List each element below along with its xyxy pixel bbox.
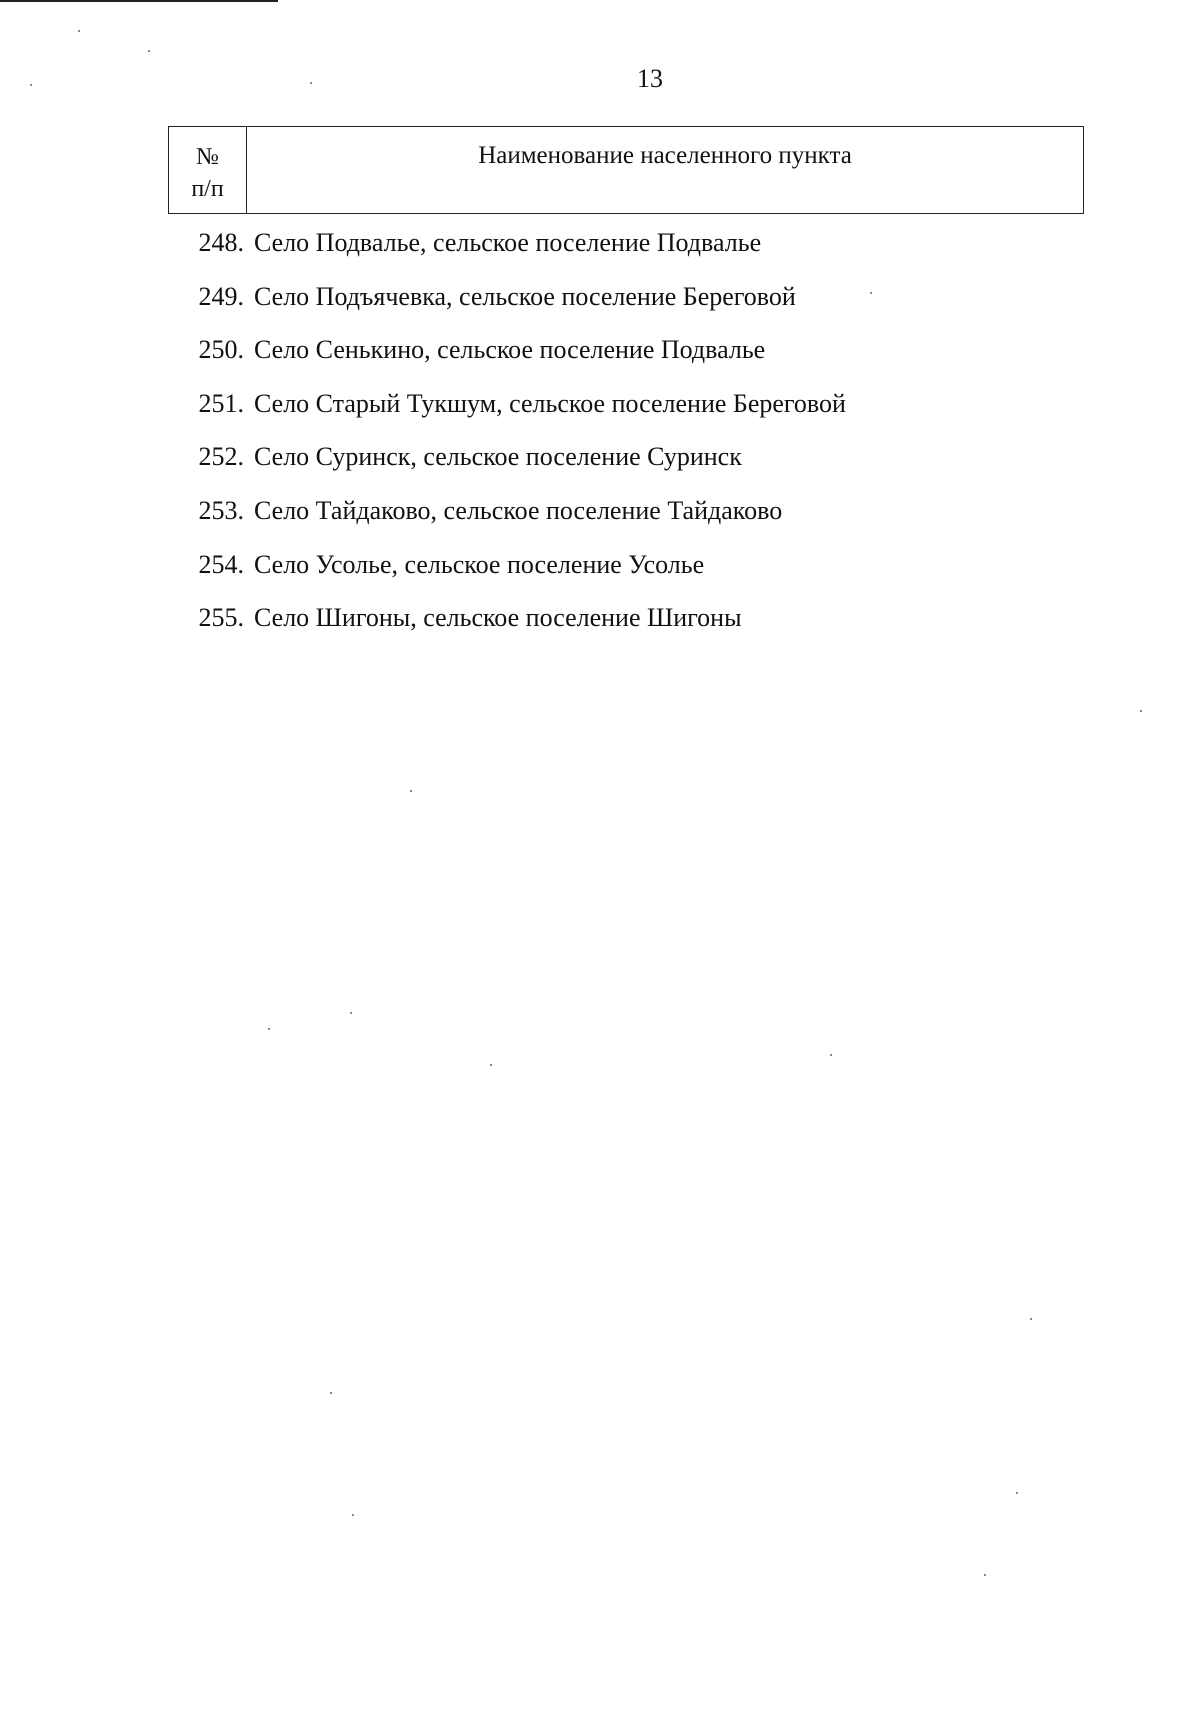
table-row <box>180 550 1080 604</box>
row-number: 254. <box>198 549 244 579</box>
settlement-list <box>180 228 1080 657</box>
scan-speck <box>330 1392 332 1394</box>
table-row <box>180 442 1080 496</box>
row-number: 250. <box>198 335 244 365</box>
header-number-column <box>169 127 247 213</box>
table-row <box>180 496 1080 550</box>
scan-speck <box>490 1064 492 1066</box>
scan-speck <box>148 50 150 52</box>
row-name: Село Сенькино, сельское поселение Подвалье <box>254 335 766 365</box>
scan-speck <box>78 30 80 32</box>
row-name: Село Подъячевка, сельское поселение Береговой <box>254 281 796 311</box>
scan-speck <box>352 1514 354 1516</box>
table-header <box>168 126 1084 214</box>
scan-speck <box>268 1028 270 1030</box>
row-name: Село Подвалье, сельское поселение Подвалье <box>254 228 762 257</box>
page-number: 13 <box>637 64 663 93</box>
row-name: Село Суринск, сельское поселение Суринск <box>254 442 742 472</box>
row-name: Село Старый Тукшум, сельское поселение Береговой <box>254 388 846 418</box>
table-row <box>180 228 1080 282</box>
scan-speck <box>870 292 872 294</box>
header-number-abbrev: п/п <box>191 176 224 202</box>
row-number: 253. <box>198 495 244 525</box>
table-row <box>180 389 1080 443</box>
scan-speck <box>1016 1492 1018 1494</box>
table-row <box>180 603 1080 657</box>
scan-speck <box>310 82 312 84</box>
row-number: 255. <box>198 603 244 633</box>
scan-speck <box>830 1054 832 1056</box>
header-name-column: Наименование населенного пункта <box>478 142 852 169</box>
header-number-sign: № <box>196 144 219 170</box>
scan-speck <box>1030 1318 1032 1320</box>
row-name: Село Тайдаково, сельское поселение Тайдаково <box>254 495 783 525</box>
scan-speck <box>410 790 412 792</box>
row-number: 251. <box>198 388 244 418</box>
row-number: 252. <box>198 442 244 472</box>
scan-speck <box>350 1012 352 1014</box>
scan-speck <box>1140 710 1142 712</box>
scan-speck <box>30 84 32 86</box>
row-number: 248. <box>198 228 244 257</box>
row-name: Село Шигоны, сельское поселение Шигоны <box>254 603 742 633</box>
row-number: 249. <box>198 281 244 311</box>
table-row <box>180 335 1080 389</box>
table-row <box>180 282 1080 336</box>
scan-speck <box>984 1574 986 1576</box>
top-rule <box>0 0 278 2</box>
row-name: Село Усолье, сельское поселение Усолье <box>254 549 705 579</box>
